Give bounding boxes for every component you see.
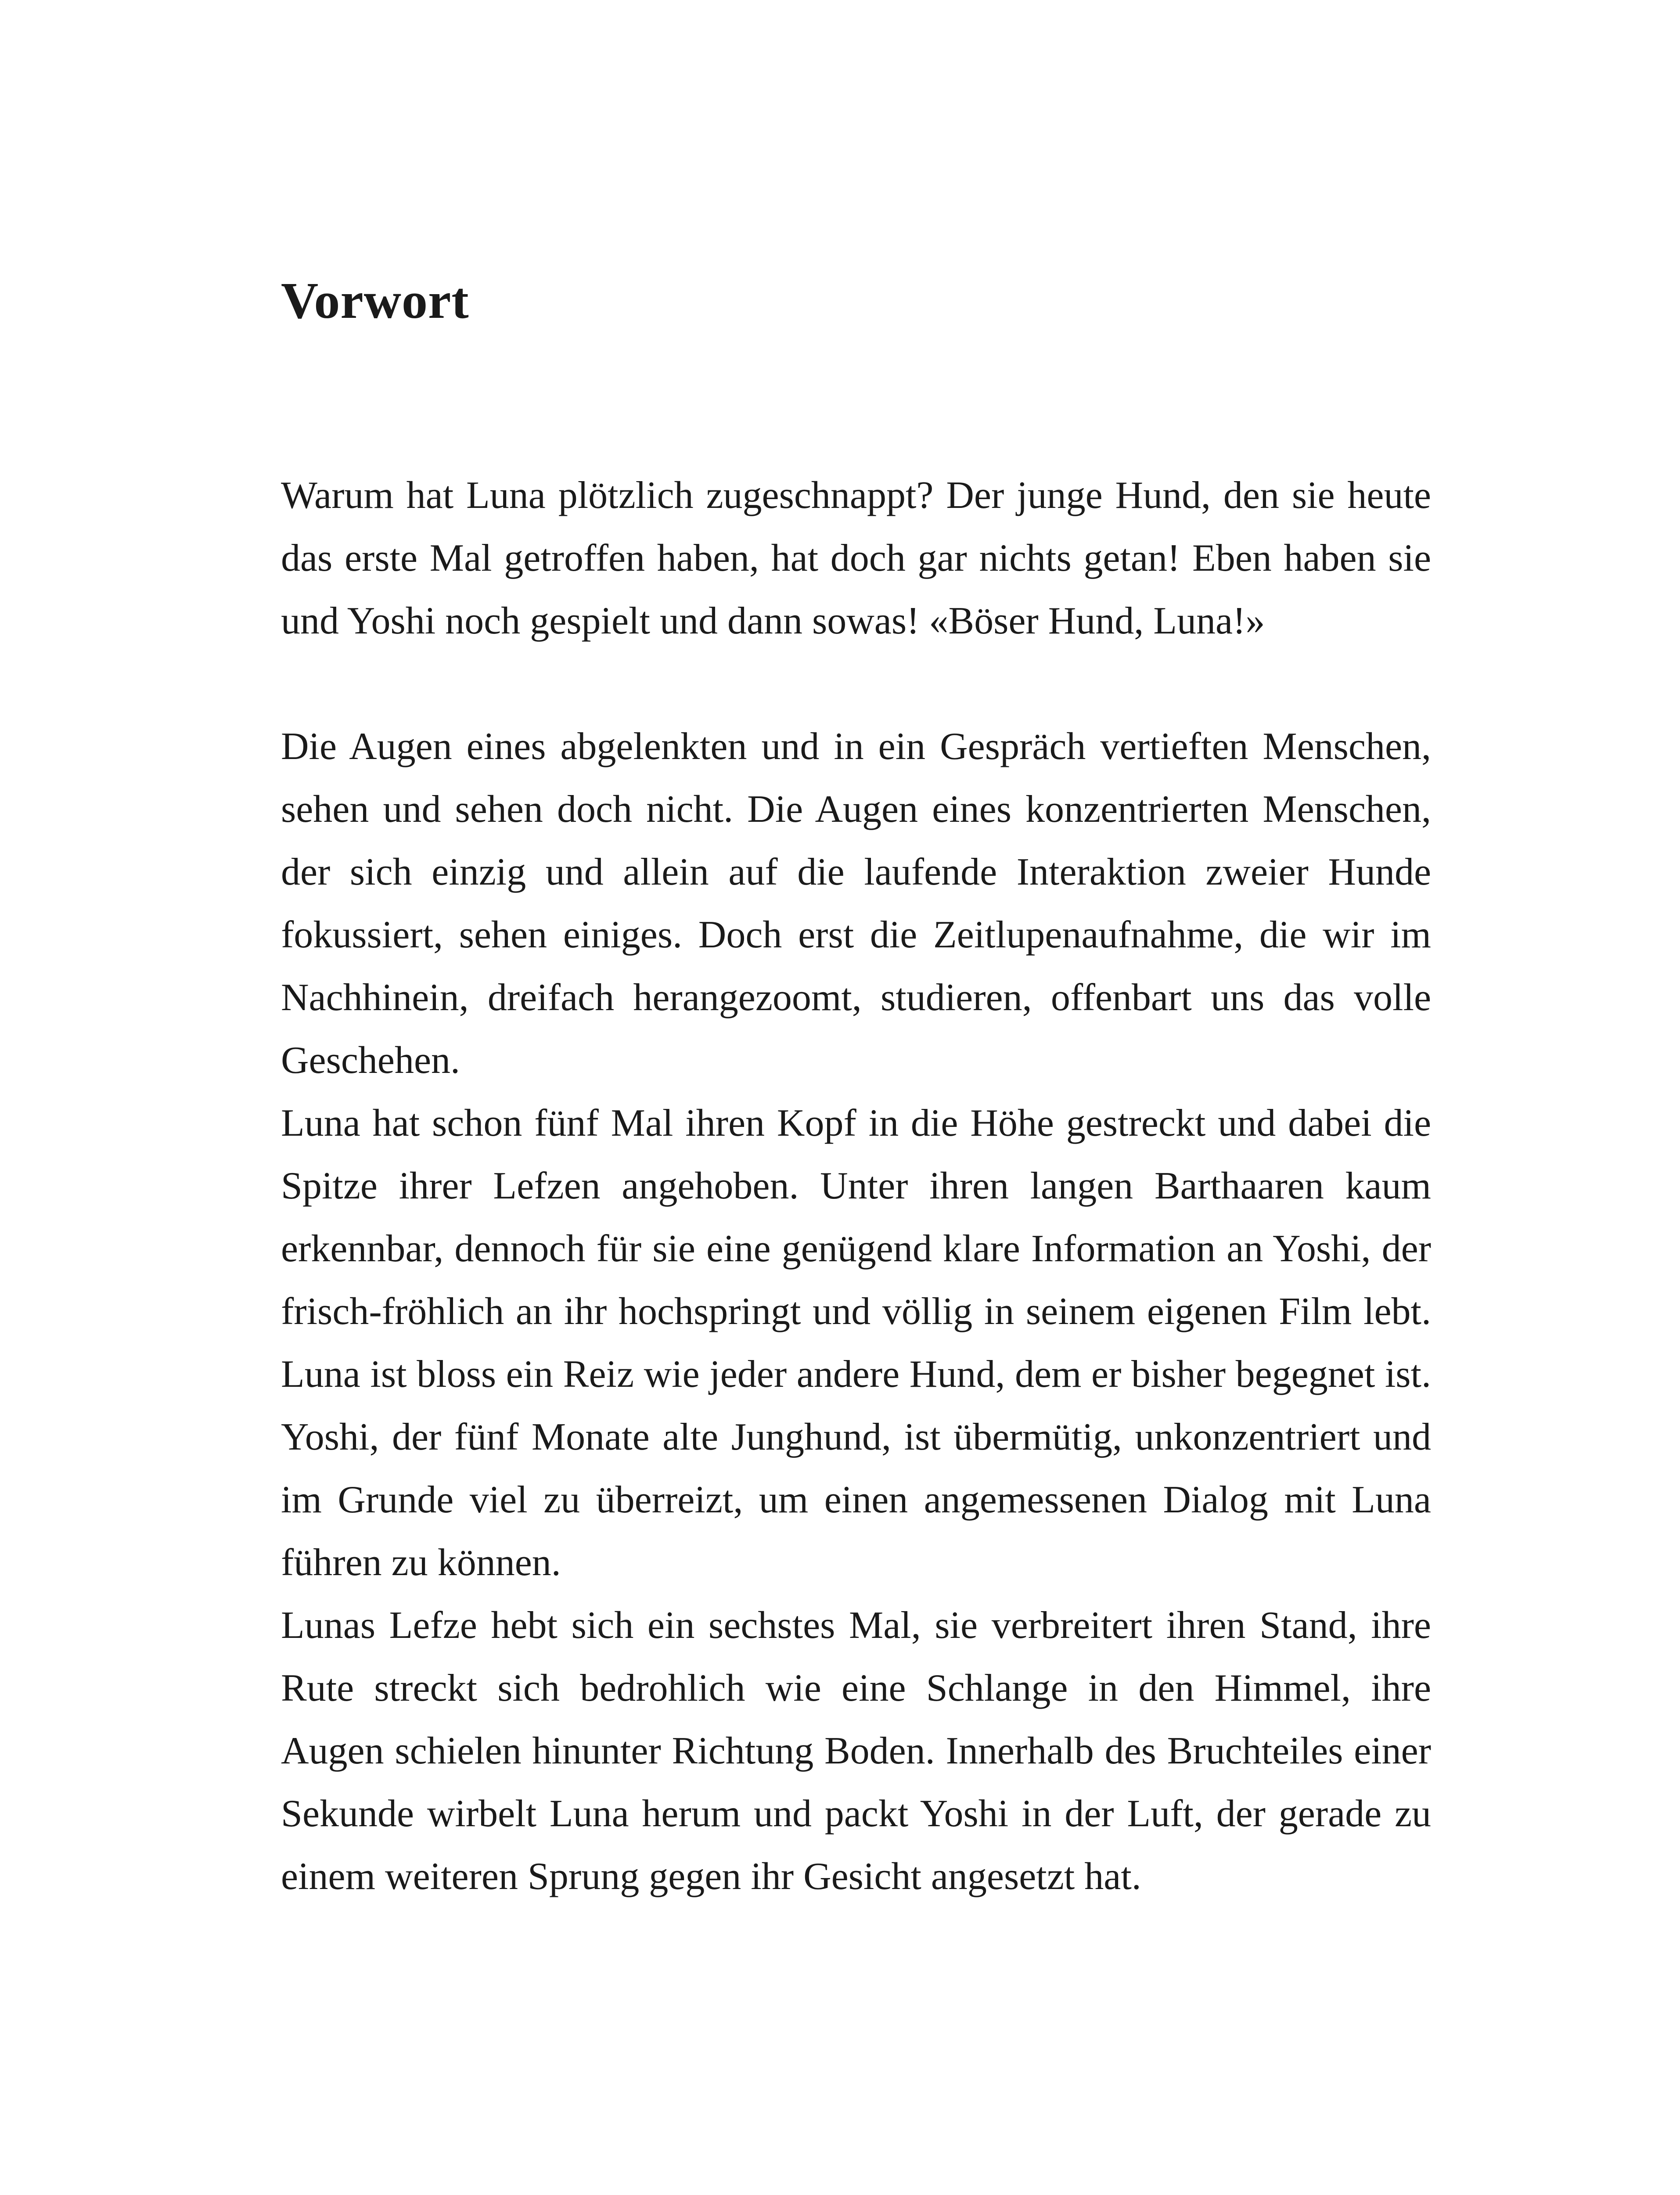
- paragraph-intro: Warum hat Luna plötzlich zugeschnappt? Der junge Hund, den sie heute das erste Mal getroffen haben, hat doch gar nichts getan! Eben haben sie und Yoshi noch gespielt und dann sowas! «Böser Hund, Luna!»: [281, 474, 1431, 642]
- paragraph-eyes: Die Augen eines abgelenkten und in ein Gespräch vertieften Menschen, sehen und sehen doch nicht. Die Augen eines konzentrierten Menschen, der sich einzig und allein auf die laufende Interaktion zweier Hunde fokussiert, sehen einiges. Doch erst die Zeitlupenaufnahme, die wir im Nachhinein, dreifach herangezoomt, studieren, offenbart uns das volle Geschehen.: [281, 725, 1431, 1082]
- paragraph-luna-signals: Luna hat schon fünf Mal ihren Kopf in die Höhe gestreckt und dabei die Spitze ihrer Lefzen angehoben. Unter ihren langen Barthaaren kaum erkennbar, dennoch für sie eine genügend klare Information an Yoshi, der frisch-fröhlich an ihr hochspringt und völlig in seinem eigenen Film lebt. Luna ist bloss ein Reiz wie jeder andere Hund, dem er bisher begegnet ist. Yoshi, der fünf Monate alte Junghund, ist übermütig, unkonzentriert und im Grunde viel zu überreizt, um einen angemessenen Dialog mit Luna führen zu können.: [281, 1102, 1431, 1584]
- chapter-body: [281, 464, 1431, 1908]
- paragraph-luna-attack: Lunas Lefze hebt sich ein sechstes Mal, sie verbreitert ihren Stand, ihre Rute streckt sich bedrohlich wie eine Schlange in den Himmel, ihre Augen schielen hinunter Richtung Boden. Innerhalb des Bruchteiles einer Sekunde wirbelt Luna herum und packt Yoshi in der Luft, der gerade zu einem weiteren Sprung gegen ihr Gesicht angesetzt hat.: [281, 1604, 1431, 1898]
- chapter-title: Vorwort: [281, 272, 469, 329]
